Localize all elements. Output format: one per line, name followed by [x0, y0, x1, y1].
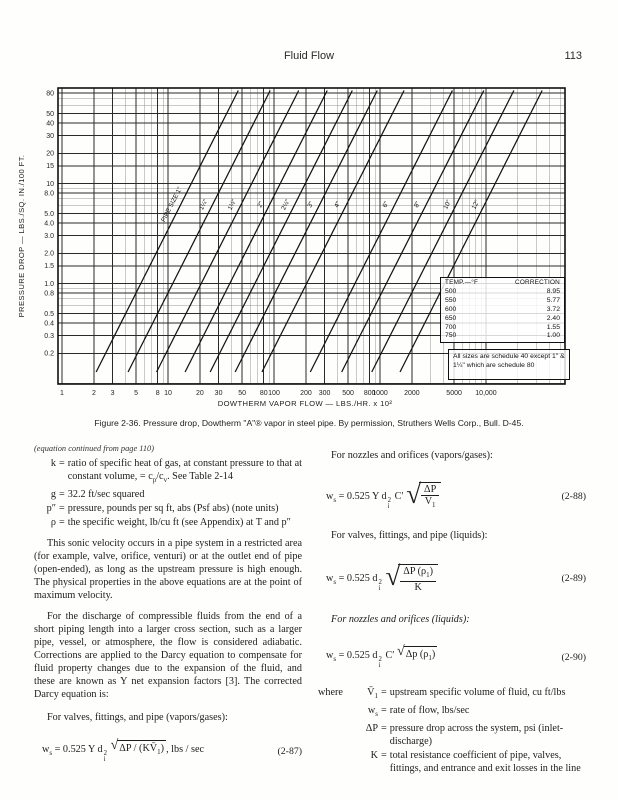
- inset-table-row: 500 8.95: [445, 287, 560, 295]
- where-row: where $V̄_1$ = upstream specific volume of fluid, cu ft/lbs: [318, 686, 566, 700]
- x-tick-label: 5: [134, 390, 139, 397]
- pipe-size-label: 6": [381, 200, 391, 209]
- y-tick-label: 1.0: [44, 280, 54, 288]
- schedule-note: All sizes are schedule 40 except 1" & 1¼" which are schedule 80: [448, 349, 570, 380]
- where-row: $w_s$ = rate of flow, lbs/sec: [367, 704, 470, 718]
- figure-2-36-chart: [10, 84, 610, 419]
- pipe-size-label: PIPE SIZE 1": [160, 186, 184, 224]
- where-row: ΔP = pressure drop across the system, psi (inlet-discharge): [365, 722, 564, 747]
- x-tick-label: 8: [155, 390, 160, 397]
- x-tick-label: 1000: [372, 390, 388, 397]
- inset-table-row: 550 5.77: [445, 296, 560, 304]
- pipe-size-label: 4": [333, 200, 343, 209]
- equation-2-87: [34, 740, 302, 764]
- equation-body: $w_s = 0.525$ Y d 2 i C′ √ $\frac{\Delta P}{V̄_1}$: [318, 482, 441, 511]
- where-row: K = total resistance coefficient of pipe, valves, fittings, and entrance and exit losses in the line: [370, 749, 581, 774]
- figure-caption: Figure 2-36. Pressure drop, Dowtherm "A"® vapor in steel pipe. By permission, Struthers Wells Corp., Bull. D-45.: [94, 418, 524, 428]
- y-tick-label: 0.5: [44, 310, 54, 318]
- pipe-size-line-1in: [96, 90, 238, 372]
- x-tick-label: 2000: [404, 390, 420, 397]
- where-definitions: [318, 686, 586, 775]
- x-tick-label: 5000: [446, 390, 462, 397]
- x-tick-label: 100: [268, 390, 280, 397]
- inset-table-header: TEMP.—°F CORRECTION: [445, 279, 560, 286]
- left-column: [34, 443, 302, 778]
- pipe-size-label: 1½": [226, 198, 238, 212]
- pipe-size-line-1in: [157, 90, 299, 372]
- definition-row: p″ = pressure, pounds per sq ft, abs (Psf abs) (note units): [46, 503, 279, 515]
- y-tick-label: 8.0: [44, 190, 54, 198]
- paragraph-sonic-velocity: This sonic velocity occurs in a pipe system in a restricted area (for example, valve, orifice, venturi) or at the outlet end of pipe (open-ended), as long as the upstream pressure is high enough. The physical properties in the above equations are at the point of maximum velocity.: [34, 538, 302, 602]
- y-tick-label: 30: [46, 133, 54, 141]
- y-tick-label: 0.2: [44, 350, 54, 358]
- pipe-size-label: 12": [470, 198, 482, 211]
- definition-row: k = ratio of specific heat of gas, at constant pressure to that at constant volume, = $c_p/c_v$. See Table 2-14: [50, 458, 302, 485]
- pipe-size-line-4in: [262, 90, 404, 372]
- equation-number: (2-88): [561, 491, 586, 503]
- pipe-size-label: 3": [306, 200, 316, 209]
- inset-table-row: 700 1.55: [445, 323, 560, 331]
- lead-valves-liquids: For valves, fittings, and pipe (liquids):: [331, 530, 488, 542]
- running-head: Fluid Flow: [283, 50, 335, 62]
- x-tick-label: 50: [238, 390, 246, 397]
- y-tick-label: 15: [46, 163, 54, 171]
- y-tick-label: 3.0: [44, 233, 54, 241]
- inset-table-row: 750 1.00: [445, 332, 560, 340]
- equation-body: $w_s = 0.525$ d 2 i √ $\frac{\Delta P (\rho_1)}{K}$: [318, 564, 438, 593]
- y-axis-title: PRESSURE DROP — LBS./SQ. IN./100 FT.: [17, 154, 26, 318]
- y-tick-label: 0.8: [44, 290, 54, 298]
- pipe-size-line-1in: [128, 90, 270, 372]
- x-tick-label: 1: [60, 390, 64, 397]
- y-tick-label: 5.0: [44, 210, 54, 218]
- equation-2-90: [318, 646, 586, 670]
- y-tick-label: 1.5: [44, 263, 54, 271]
- paragraph-discharge: For the discharge of compressible fluids from the end of a short piping length into a larger cross section, such as a larger pipe, vessel, or atmosphere, the flow is considered adiabatic. Corrections are applied to the Darcy equation to compensate for fluid property changes due to the expansion of the fluid, and these are known as Y net expansion factors [3]. The corrected Darcy equation is:: [34, 611, 302, 701]
- equation-number: (2-89): [561, 573, 586, 585]
- pipe-size-label: 1¼": [198, 198, 210, 212]
- pipe-size-label: 2½": [280, 198, 292, 212]
- page-number: 113: [564, 50, 582, 62]
- y-tick-label: 50: [46, 110, 54, 118]
- inset-table-row: 650 2.40: [445, 314, 560, 322]
- pipe-size-label: 8": [412, 200, 422, 209]
- x-tick-label: 3: [110, 390, 115, 397]
- y-tick-label: 0.4: [44, 320, 54, 328]
- equation-2-89: [318, 561, 586, 594]
- x-tick-label: 2: [91, 390, 96, 397]
- continuation-note: (equation continued from page 110): [34, 444, 155, 453]
- y-tick-label: 2.0: [44, 250, 54, 258]
- equation-body: $w_s = 0.525$ Y d 2 i √ ΔP / $(KV̄_1)$ , lbs / sec: [42, 738, 204, 764]
- equation-2-88: [318, 479, 586, 511]
- y-tick-label: 80: [46, 90, 54, 98]
- x-tick-label: 200: [300, 390, 312, 397]
- definition-row: g = 32.2 ft/sec squared: [50, 489, 145, 501]
- temperature-correction-table: [440, 277, 565, 343]
- y-tick-label: 10: [46, 180, 54, 188]
- x-tick-label: 500: [342, 390, 354, 397]
- x-tick-label: 20: [196, 390, 204, 397]
- inset-table-row: 600 3.72: [445, 305, 560, 313]
- definition-row: ρ = the specific weight, lb/cu ft (see Appendix) at T and p″: [50, 517, 291, 529]
- y-tick-label: 20: [46, 150, 54, 158]
- y-tick-label: 0.3: [44, 333, 54, 341]
- lead-nozzles-vapors: For nozzles and orifices (vapors/gases):: [331, 450, 493, 461]
- lead-nozzles-liquids: For nozzles and orifices (liquids):: [331, 614, 470, 626]
- x-axis-title: DOWTHERM VAPOR FLOW — LBS./HR. x 10²: [217, 399, 393, 408]
- right-column: [318, 443, 586, 776]
- equation-body: $w_s = 0.525$ d 2 i C′ √ Δp $(\rho_1)$: [326, 644, 436, 670]
- symbol-definitions: [34, 457, 302, 529]
- y-tick-label: 40: [46, 120, 54, 128]
- pipe-size-label: 10": [442, 198, 453, 211]
- x-tick-label: 10,000: [475, 390, 497, 397]
- equation-number: (2-87): [277, 746, 302, 758]
- x-tick-label: 80: [259, 390, 268, 397]
- x-tick-label: 10: [164, 390, 172, 397]
- equation-number: (2-90): [561, 652, 586, 664]
- y-tick-label: 4.0: [44, 220, 54, 228]
- pipe-size-label: 2": [256, 200, 266, 209]
- x-tick-label: 800: [363, 390, 376, 397]
- x-tick-label: 30: [214, 390, 223, 397]
- x-tick-label: 300: [318, 390, 331, 397]
- lead-valves-vapors: For valves, fittings, and pipe (vapors/gases):: [47, 712, 228, 724]
